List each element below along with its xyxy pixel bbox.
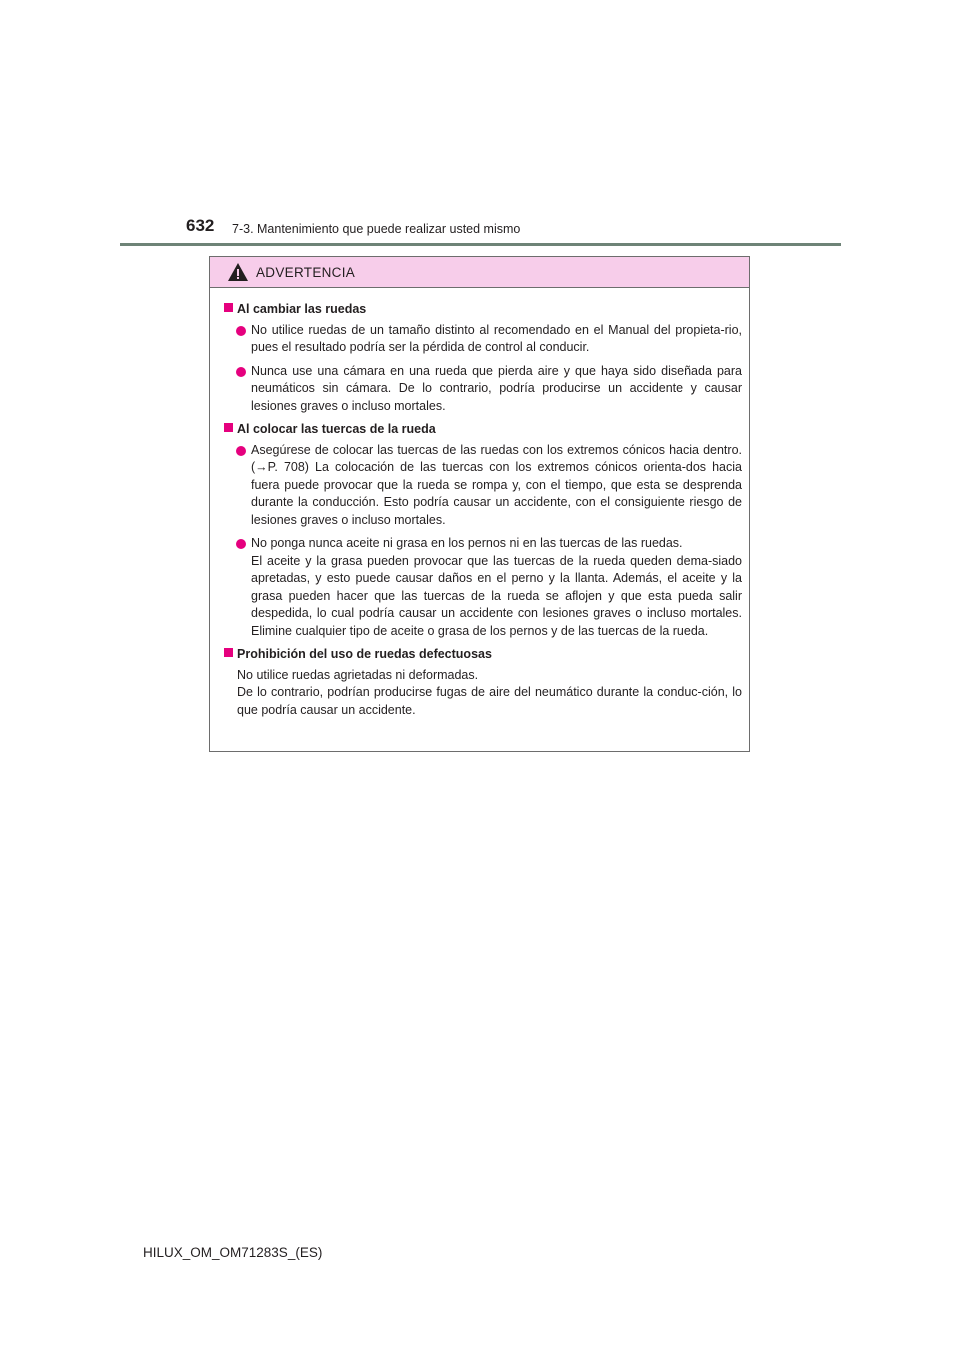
warning-body xyxy=(210,288,749,719)
section-paragraph: De lo contrario, podrían producirse fugas de aire del neumático durante la conduc-ción, lo que podría causar un accidente. xyxy=(237,685,742,717)
round-bullet-icon xyxy=(236,446,246,456)
section-heading xyxy=(224,421,742,439)
list-item-text: Nunca use una cámara en una rueda que pierda aire y que haya sido diseñada para neumáticos sin cámara. De lo contrario, podría producirse un accidente y causar lesiones graves o incluso mortales. xyxy=(251,363,742,413)
list-item-line: No ponga nunca aceite ni grasa en los pernos ni en las tuercas de las ruedas. xyxy=(251,536,683,550)
section-heading-text: Prohibición del uso de ruedas defectuosas xyxy=(237,647,492,661)
list-item xyxy=(224,322,742,357)
round-bullet-icon xyxy=(236,326,246,336)
warning-header xyxy=(210,257,749,288)
list-item xyxy=(224,535,742,640)
warning-triangle-icon xyxy=(227,262,249,282)
square-bullet-icon xyxy=(224,423,233,432)
round-bullet-icon xyxy=(236,367,246,377)
warning-title: ADVERTENCIA xyxy=(256,264,356,280)
section-heading xyxy=(224,301,742,319)
list-item-text: Asegúrese de colocar las tuercas de las ruedas con los extremos cónicos hacia dentro. (→P. 708) La colocación de las tuercas con los extremos cónicos orienta-dos hacia fuera puede provocar que la rueda se rompa y, con el tiempo, que esta se desprenda durante la conducción. Esto podría causar un accidente, con el consiguiente riesgo de lesiones graves o incluso mortales. xyxy=(251,442,742,527)
warning-box xyxy=(209,256,750,752)
list-item xyxy=(224,442,742,530)
section-title: 7-3. Mantenimiento que puede realizar usted mismo xyxy=(232,222,521,236)
section-heading xyxy=(224,646,742,664)
square-bullet-icon xyxy=(224,303,233,312)
header-divider xyxy=(120,243,841,246)
round-bullet-icon xyxy=(236,539,246,549)
section-heading-text: Al colocar las tuercas de la rueda xyxy=(237,422,436,436)
section-heading-text: Al cambiar las ruedas xyxy=(237,302,367,316)
list-item-continuation: El aceite y la grasa pueden provocar que las tuercas de la rueda queden dema-siado apretadas, y esto puede causar daños en el perno y la llanta. Además, el aceite y la grasa pueden hacer que las tuercas de la rueda se aflojen y que esta pueda salir despedida, lo cual podría causar un accidente con lesiones graves o incluso mortales. Elimine cualquier tipo de aceite o grasa de los pernos y de las tuercas de la rueda. xyxy=(251,553,742,638)
square-bullet-icon xyxy=(224,648,233,657)
list-item-text xyxy=(251,535,742,640)
section-paragraph: No utilice ruedas agrietadas ni deformadas. xyxy=(237,667,479,682)
list-item-text: No utilice ruedas de un tamaño distinto al recomendado en el Manual del propieta-rio, pues el resultado podría ser la pérdida de control al conducir. xyxy=(251,322,742,354)
list-item xyxy=(224,363,742,416)
document-code: HILUX_OM_OM71283S_(ES) xyxy=(143,1245,323,1260)
page-number: 632 xyxy=(186,216,215,235)
